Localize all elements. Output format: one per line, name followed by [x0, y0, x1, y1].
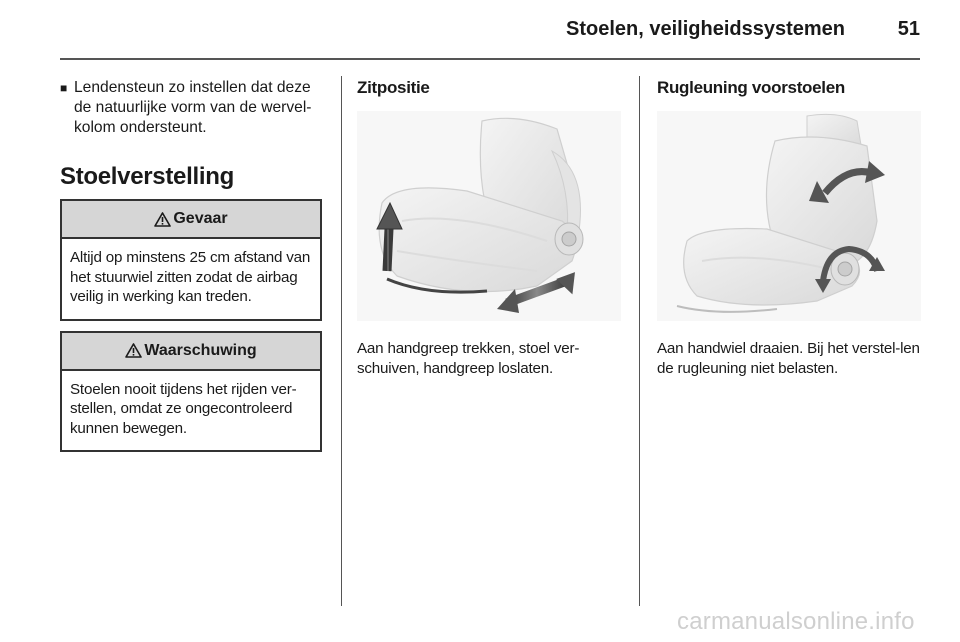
column-divider-1 — [341, 76, 342, 606]
backrest-caption: Aan handwiel draaien. Bij het verstel-len de rugleuning niet belasten. — [657, 340, 920, 377]
seat-position-caption: Aan handgreep trekken, stoel ver-schuiven, handgreep loslaten. — [357, 340, 580, 377]
section-title: Stoelverstelling — [60, 163, 234, 190]
page-header-title: Stoelen, veiligheidssystemen — [566, 18, 845, 40]
backrest-title: Rugleuning voorstoelen — [657, 78, 845, 97]
backrest-illustration — [657, 111, 921, 321]
warning-triangle-icon — [154, 212, 171, 227]
danger-box — [60, 199, 322, 321]
bullet-item — [60, 78, 322, 138]
danger-box-title: Gevaar — [173, 210, 228, 227]
danger-box-header — [62, 201, 320, 239]
left-column — [60, 78, 322, 452]
danger-box-body: Altijd op minstens 25 cm afstand van het stuurwiel zitten zodat de airbag veilig in werking kan treden. — [70, 249, 311, 305]
seat-position-illustration — [357, 111, 621, 321]
warning-box-title: Waarschuwing — [144, 341, 257, 359]
warning-box — [60, 331, 322, 453]
warning-triangle-icon — [125, 343, 142, 358]
right-column — [657, 78, 921, 378]
warning-box-header — [62, 333, 320, 371]
bullet-text: Lendensteun zo instellen dat deze de natuurlijke vorm van de wervel-kolom ondersteunt. — [74, 79, 312, 136]
warning-box-body: Stoelen nooit tijdens het rijden ver-stellen, omdat ze ongecontroleerd kunnen bewegen. — [70, 380, 297, 437]
square-bullet-icon: ■ — [60, 81, 68, 95]
watermark: carmanualsonline.info — [677, 608, 915, 635]
seat-position-title: Zitpositie — [357, 78, 430, 97]
page-number: 51 — [897, 18, 920, 40]
header-rule — [60, 58, 920, 60]
middle-column — [357, 78, 621, 378]
column-divider-2 — [639, 76, 640, 606]
